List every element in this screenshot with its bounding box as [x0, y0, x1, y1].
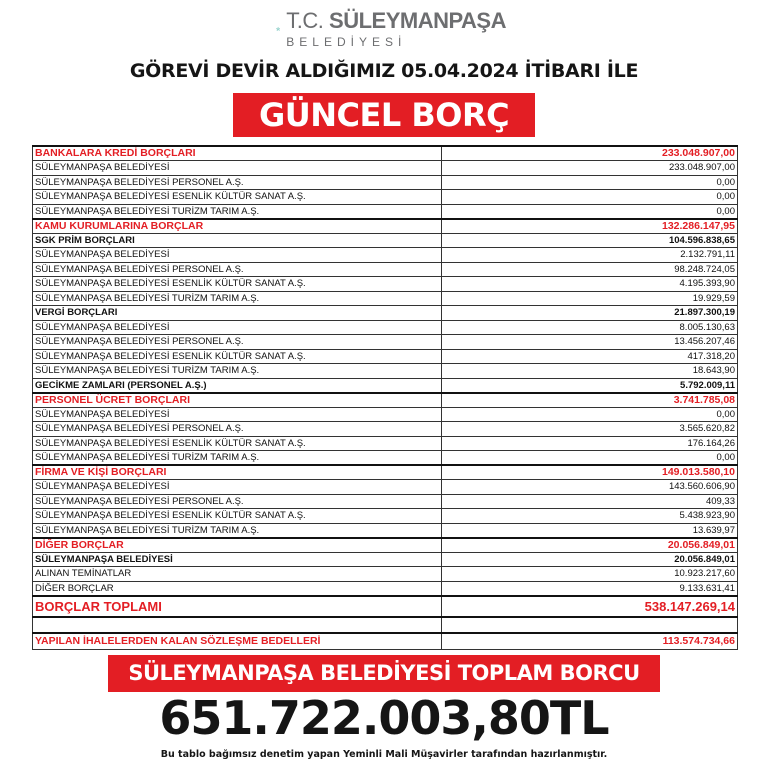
row-label: SÜLEYMANPAŞA BELEDİYESİ — [33, 320, 442, 335]
table-row — [33, 306, 738, 321]
row-label: SÜLEYMANPAŞA BELEDİYESİ TURİZM TARIM A.Ş. — [33, 523, 442, 538]
total-debt-amount: 651.722.003,80TL — [159, 691, 609, 745]
table-row — [33, 523, 738, 538]
row-label: KAMU KURUMLARINA BORÇLAR — [33, 219, 442, 234]
row-label: SÜLEYMANPAŞA BELEDİYESİ — [33, 407, 442, 422]
row-value: 5.438.923,90 — [442, 509, 738, 524]
table-row — [33, 494, 738, 509]
row-value: 104.596.838,65 — [442, 233, 738, 248]
table-row — [33, 320, 738, 335]
row-value: 21.897.300,19 — [442, 306, 738, 321]
row-value: 0,00 — [442, 407, 738, 422]
row-value: 2.132.791,11 — [442, 248, 738, 263]
table-row — [33, 248, 738, 263]
table-row — [33, 335, 738, 350]
table-row — [33, 233, 738, 248]
row-label: BANKALARA KREDİ BORÇLARI — [33, 146, 442, 161]
row-value — [442, 617, 738, 633]
table-row-category — [33, 633, 738, 650]
row-value: 3.565.620,82 — [442, 422, 738, 437]
table-row — [33, 190, 738, 205]
page-subtitle: GÖREVİ DEVİR ALDIĞIMIZ 05.04.2024 İTİBARI İLE — [129, 60, 639, 82]
logo-title — [286, 10, 506, 32]
municipality-emblem-icon — [276, 4, 280, 54]
row-label: SÜLEYMANPAŞA BELEDİYESİ — [33, 480, 442, 495]
table-row-category — [33, 393, 738, 408]
table-row — [33, 436, 738, 451]
table-row — [33, 509, 738, 524]
table-row — [33, 451, 738, 466]
debt-table — [32, 145, 738, 650]
row-value: 3.741.785,08 — [442, 393, 738, 408]
row-value: 233.048.907,00 — [442, 161, 738, 176]
row-label: GECİKME ZAMLARI (PERSONEL A.Ş.) — [33, 378, 442, 393]
row-label: SÜLEYMANPAŞA BELEDİYESİ PERSONEL A.Ş. — [33, 422, 442, 437]
row-value: 132.286.147,95 — [442, 219, 738, 234]
row-value: 417.318,20 — [442, 349, 738, 364]
row-value: 113.574.734,66 — [442, 633, 738, 650]
table-row — [33, 567, 738, 582]
row-label: PERSONEL ÜCRET BORÇLARI — [33, 393, 442, 408]
row-value: 8.005.130,63 — [442, 320, 738, 335]
row-label: SÜLEYMANPAŞA BELEDİYESİ — [33, 552, 442, 567]
row-value: 233.048.907,00 — [442, 146, 738, 161]
row-label: SÜLEYMANPAŞA BELEDİYESİ TURİZM TARIM A.Ş. — [33, 291, 442, 306]
logo-subtitle: BELEDİYESİ — [286, 35, 407, 49]
row-label: FİRMA VE KİŞİ BORÇLARI — [33, 465, 442, 480]
row-value: 98.248.724,05 — [442, 262, 738, 277]
municipality-logo — [276, 4, 506, 54]
page-title-banner: GÜNCEL BORÇ — [233, 93, 535, 137]
row-label: BORÇLAR TOPLAMI — [33, 596, 442, 617]
table-row-category — [33, 538, 738, 553]
row-label: SÜLEYMANPAŞA BELEDİYESİ — [33, 161, 442, 176]
row-label: SÜLEYMANPAŞA BELEDİYESİ ESENLİK KÜLTÜR SANAT A.Ş. — [33, 190, 442, 205]
row-label: SÜLEYMANPAŞA BELEDİYESİ PERSONEL A.Ş. — [33, 494, 442, 509]
row-label: DİĞER BORÇLAR — [33, 538, 442, 553]
row-label: YAPILAN İHALELERDEN KALAN SÖZLEŞME BEDELLERİ — [33, 633, 442, 650]
table-row — [33, 422, 738, 437]
table-row — [33, 349, 738, 364]
table-row — [33, 204, 738, 219]
row-label: SÜLEYMANPAŞA BELEDİYESİ ESENLİK KÜLTÜR SANAT A.Ş. — [33, 349, 442, 364]
row-label: SGK PRİM BORÇLARI — [33, 233, 442, 248]
row-label: SÜLEYMANPAŞA BELEDİYESİ — [33, 248, 442, 263]
row-value: 143.560.606,90 — [442, 480, 738, 495]
row-label — [33, 617, 442, 633]
table-row — [33, 378, 738, 393]
row-value: 20.056.849,01 — [442, 538, 738, 553]
table-row — [33, 407, 738, 422]
row-label: SÜLEYMANPAŞA BELEDİYESİ PERSONEL A.Ş. — [33, 335, 442, 350]
table-row — [33, 277, 738, 292]
row-label: SÜLEYMANPAŞA BELEDİYESİ ESENLİK KÜLTÜR SANAT A.Ş. — [33, 436, 442, 451]
table-row — [33, 617, 738, 633]
row-value: 9.133.631,41 — [442, 581, 738, 596]
table-row-category — [33, 146, 738, 161]
row-value: 176.164,26 — [442, 436, 738, 451]
debt-table-body — [33, 146, 738, 650]
row-value: 5.792.009,11 — [442, 378, 738, 393]
table-row — [33, 364, 738, 379]
row-label: DİĞER BORÇLAR — [33, 581, 442, 596]
row-value: 4.195.393,90 — [442, 277, 738, 292]
row-label: ALINAN TEMİNATLAR — [33, 567, 442, 582]
row-label: SÜLEYMANPAŞA BELEDİYESİ TURİZM TARIM A.Ş. — [33, 451, 442, 466]
row-value: 13.639,97 — [442, 523, 738, 538]
row-value: 149.013.580,10 — [442, 465, 738, 480]
table-row — [33, 552, 738, 567]
table-row-category — [33, 465, 738, 480]
table-row-category — [33, 219, 738, 234]
row-label: SÜLEYMANPAŞA BELEDİYESİ TURİZM TARIM A.Ş. — [33, 364, 442, 379]
row-value: 0,00 — [442, 451, 738, 466]
table-row — [33, 161, 738, 176]
row-label: SÜLEYMANPAŞA BELEDİYESİ PERSONEL A.Ş. — [33, 175, 442, 190]
row-value: 0,00 — [442, 204, 738, 219]
logo-name: SÜLEYMANPAŞA — [329, 8, 506, 33]
row-value: 0,00 — [442, 175, 738, 190]
row-value: 13.456.207,46 — [442, 335, 738, 350]
logo-prefix: T.C. — [286, 8, 324, 33]
row-value: 538.147.269,14 — [442, 596, 738, 617]
row-value: 19.929,59 — [442, 291, 738, 306]
table-row — [33, 291, 738, 306]
row-label: VERGİ BORÇLARI — [33, 306, 442, 321]
row-label: SÜLEYMANPAŞA BELEDİYESİ ESENLİK KÜLTÜR SANAT A.Ş. — [33, 277, 442, 292]
table-row-category — [33, 596, 738, 617]
table-row — [33, 262, 738, 277]
row-label: SÜLEYMANPAŞA BELEDİYESİ PERSONEL A.Ş. — [33, 262, 442, 277]
row-value: 409,33 — [442, 494, 738, 509]
footnote: Bu tablo bağımsız denetim yapan Yeminli Mali Müşavirler tarafından hazırlanmıştır. — [160, 749, 608, 760]
row-value: 18.643,90 — [442, 364, 738, 379]
table-row — [33, 480, 738, 495]
row-value: 10.923.217,60 — [442, 567, 738, 582]
table-row — [33, 581, 738, 596]
row-value: 0,00 — [442, 190, 738, 205]
row-label: SÜLEYMANPAŞA BELEDİYESİ ESENLİK KÜLTÜR SANAT A.Ş. — [33, 509, 442, 524]
table-row — [33, 175, 738, 190]
row-value: 20.056.849,01 — [442, 552, 738, 567]
total-debt-banner: SÜLEYMANPAŞA BELEDİYESİ TOPLAM BORCU — [108, 655, 660, 692]
row-label: SÜLEYMANPAŞA BELEDİYESİ TURİZM TARIM A.Ş. — [33, 204, 442, 219]
